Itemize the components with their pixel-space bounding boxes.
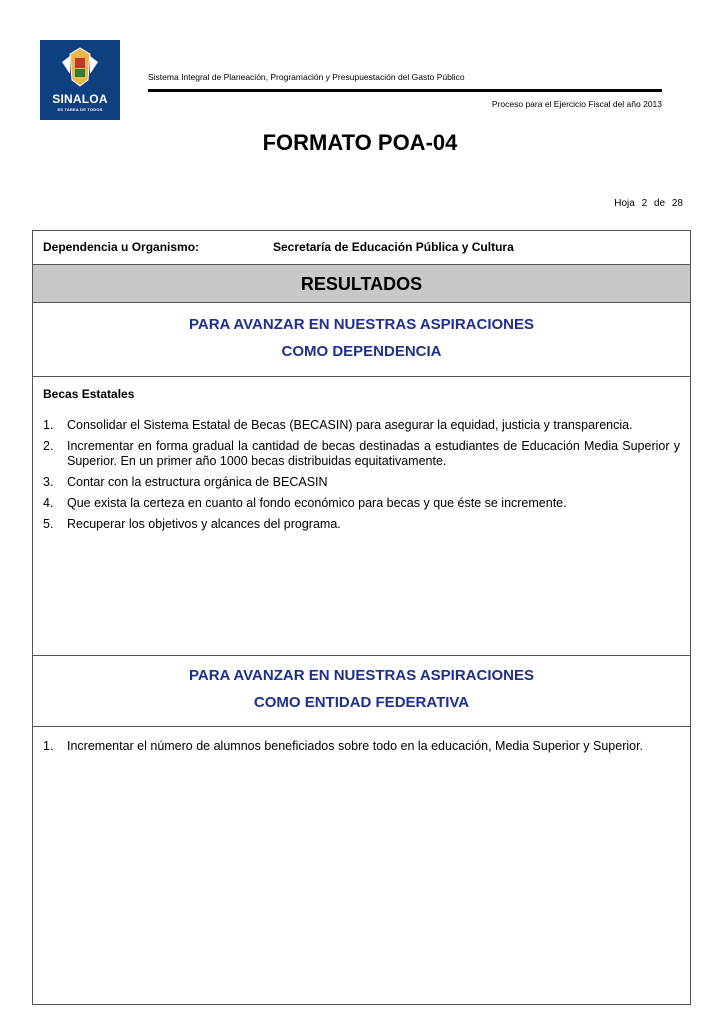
section2-heading	[33, 655, 690, 727]
item-text: Consolidar el Sistema Estatal de Becas (BECASIN) para asegurar la equidad, justicia y transparencia.	[67, 418, 633, 432]
list-item	[43, 418, 680, 433]
section1-heading-line2: COMO DEPENDENCIA	[281, 343, 442, 360]
dependency-label: Dependencia u Organismo:	[43, 240, 200, 254]
sheet-indicator	[610, 198, 683, 209]
sheet-label: Hoja	[614, 198, 635, 209]
sinaloa-logo	[40, 40, 120, 120]
dependency-row	[33, 231, 690, 265]
logo-tagline: ES TAREA DE TODOS	[57, 107, 103, 112]
list-item	[43, 439, 680, 469]
dependency-value: Secretaría de Educación Pública y Cultura	[273, 240, 514, 254]
coat-of-arms-icon	[40, 40, 120, 92]
list-item	[43, 475, 680, 490]
section1-heading-line1: PARA AVANZAR EN NUESTRAS ASPIRACIONES	[188, 316, 535, 333]
logo-wordmark: SINALOA	[52, 92, 108, 106]
process-label: Proceso para el Ejercicio Fiscal del año 2013	[491, 99, 662, 109]
section2-list	[43, 739, 680, 754]
results-header: RESULTADOS	[33, 265, 690, 303]
section2-heading-line2: COMO ENTIDAD FEDERATIVA	[253, 694, 470, 711]
section1-subheading: Becas Estatales	[43, 387, 135, 401]
item-number: 5.	[43, 517, 54, 531]
item-number: 1.	[43, 739, 54, 753]
item-number: 1.	[43, 418, 54, 432]
form-frame	[32, 230, 691, 1005]
item-text: Que exista la certeza en cuanto al fondo económico para becas y que éste se incremente.	[67, 496, 567, 510]
sheet-of-label: de	[653, 198, 666, 209]
sheet-current: 2	[641, 198, 648, 209]
item-number: 3.	[43, 475, 54, 489]
list-item	[43, 496, 680, 511]
section1-content	[33, 377, 690, 538]
item-text: Incrementar en forma gradual la cantidad de becas destinadas a estudiantes de Educación Media Superior y Superior. En un primer año 1000 becas distribuidas equitativamente.	[67, 439, 680, 468]
list-item	[43, 739, 680, 754]
section1-heading	[33, 303, 690, 377]
item-text: Incrementar el número de alumnos beneficiados sobre todo en la educación, Media Superior y Superior.	[67, 739, 644, 753]
section2-heading-line1: PARA AVANZAR EN NUESTRAS ASPIRACIONES	[188, 667, 535, 684]
item-text: Recuperar los objetivos y alcances del programa.	[67, 517, 341, 531]
item-number: 4.	[43, 496, 54, 510]
section2-content	[33, 731, 690, 760]
header-divider	[148, 89, 662, 92]
section1-list	[43, 418, 680, 532]
sheet-total: 28	[671, 198, 683, 209]
item-text: Contar con la estructura orgánica de BECASIN	[67, 475, 328, 489]
list-item	[43, 517, 680, 532]
item-number: 2.	[43, 439, 54, 453]
format-title: FORMATO POA-04	[262, 130, 458, 155]
system-title: Sistema Integral de Planeación, Programación y Presupuestación del Gasto Público	[148, 72, 465, 82]
